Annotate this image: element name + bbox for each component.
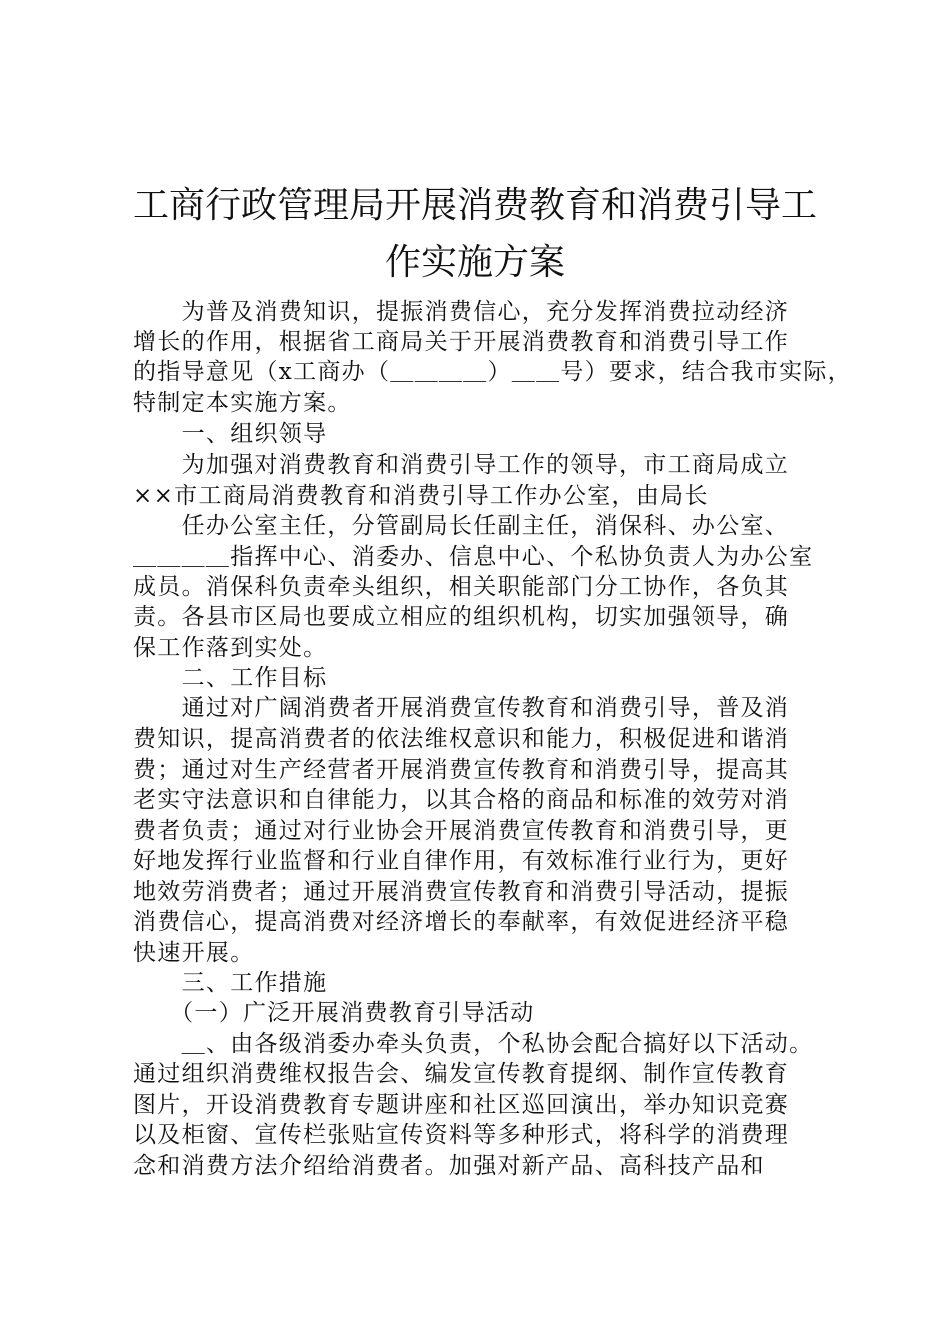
body-line: 为普及消费知识，提振消费信心，充分发挥消费拉动经济 (133, 299, 790, 325)
body-line: 为加强对消费教育和消费引导工作的领导，市工商局成立 (133, 452, 790, 478)
subsection-heading: （一）广泛开展消费教育引导活动 (133, 1000, 535, 1026)
document-title-line-1: 工商行政管理局开展消费教育和消费引导工 (132, 185, 817, 226)
body-line: 保工作落到实处。 (133, 635, 328, 661)
body-line: 增长的作用，根据省工商局关于开展消费教育和消费引导工作 (133, 329, 790, 355)
body-line: 的指导意见（x工商办（＿＿＿＿）＿＿号）要求，结合我市实际， (133, 359, 852, 385)
body-line: ＿＿＿＿指挥中心、消委办、信息中心、个私协负责人为办公室 (133, 544, 814, 570)
body-line: 老实守法意识和自律能力，以其合格的商品和标准的效劳对消 (133, 787, 790, 813)
body-line: ＿、由各级消委办牵头负责，个私协会配合搞好以下活动。 (133, 1031, 814, 1057)
body-line: 费；通过对生产经营者开展消费宣传教育和消费引导，提高其 (133, 757, 790, 783)
body-line: 以及柜窗、宣传栏张贴宣传资料等多种形式，将科学的消费理 (133, 1122, 790, 1148)
body-line: ××市工商局消费教育和消费引导工作办公室，由局长 (133, 483, 709, 509)
body-line: 责。各县市区局也要成立相应的组织机构，切实加强领导，确 (133, 604, 790, 630)
section-heading: 二、工作目标 (133, 665, 328, 691)
body-line: 消费信心，提高消费对经济增长的奉献率，有效促进经济平稳 (133, 909, 790, 935)
section-heading: 一、组织领导 (133, 421, 328, 447)
body-line: 念和消费方法介绍给消费者。加强对新产品、高科技产品和 (133, 1153, 765, 1179)
body-line: 好地发挥行业监督和行业自律作用，有效标准行业行为，更好 (133, 848, 790, 874)
body-line: 费者负责；通过对行业协会开展消费宣传教育和消费引导，更 (133, 818, 790, 844)
body-line: 费知识，提高消费者的依法维权意识和能力，积极促进和谐消 (133, 726, 790, 752)
body-line: 图片，开设消费教育专题讲座和社区巡回演出，举办知识竞赛 (133, 1092, 790, 1118)
body-line: 通过组织消费维权报告会、编发宣传教育提纲、制作宣传教育 (133, 1061, 790, 1087)
body-line: 地效劳消费者；通过开展消费宣传教育和消费引导活动，提振 (133, 879, 790, 905)
body-line: 任办公室主任，分管副局长任副主任，消保科、办公室、 (133, 513, 790, 539)
body-line: 快速开展。 (133, 940, 255, 966)
body-line: 通过对广阔消费者开展消费宣传教育和消费引导，普及消 (133, 695, 790, 721)
body-line: 成员。消保科负责牵头组织，相关职能部门分工协作，各负其 (133, 574, 790, 600)
body-line: 特制定本实施方案。 (133, 390, 352, 416)
section-heading: 三、工作措施 (133, 970, 328, 996)
document-title-line-2: 作实施方案 (384, 242, 565, 283)
